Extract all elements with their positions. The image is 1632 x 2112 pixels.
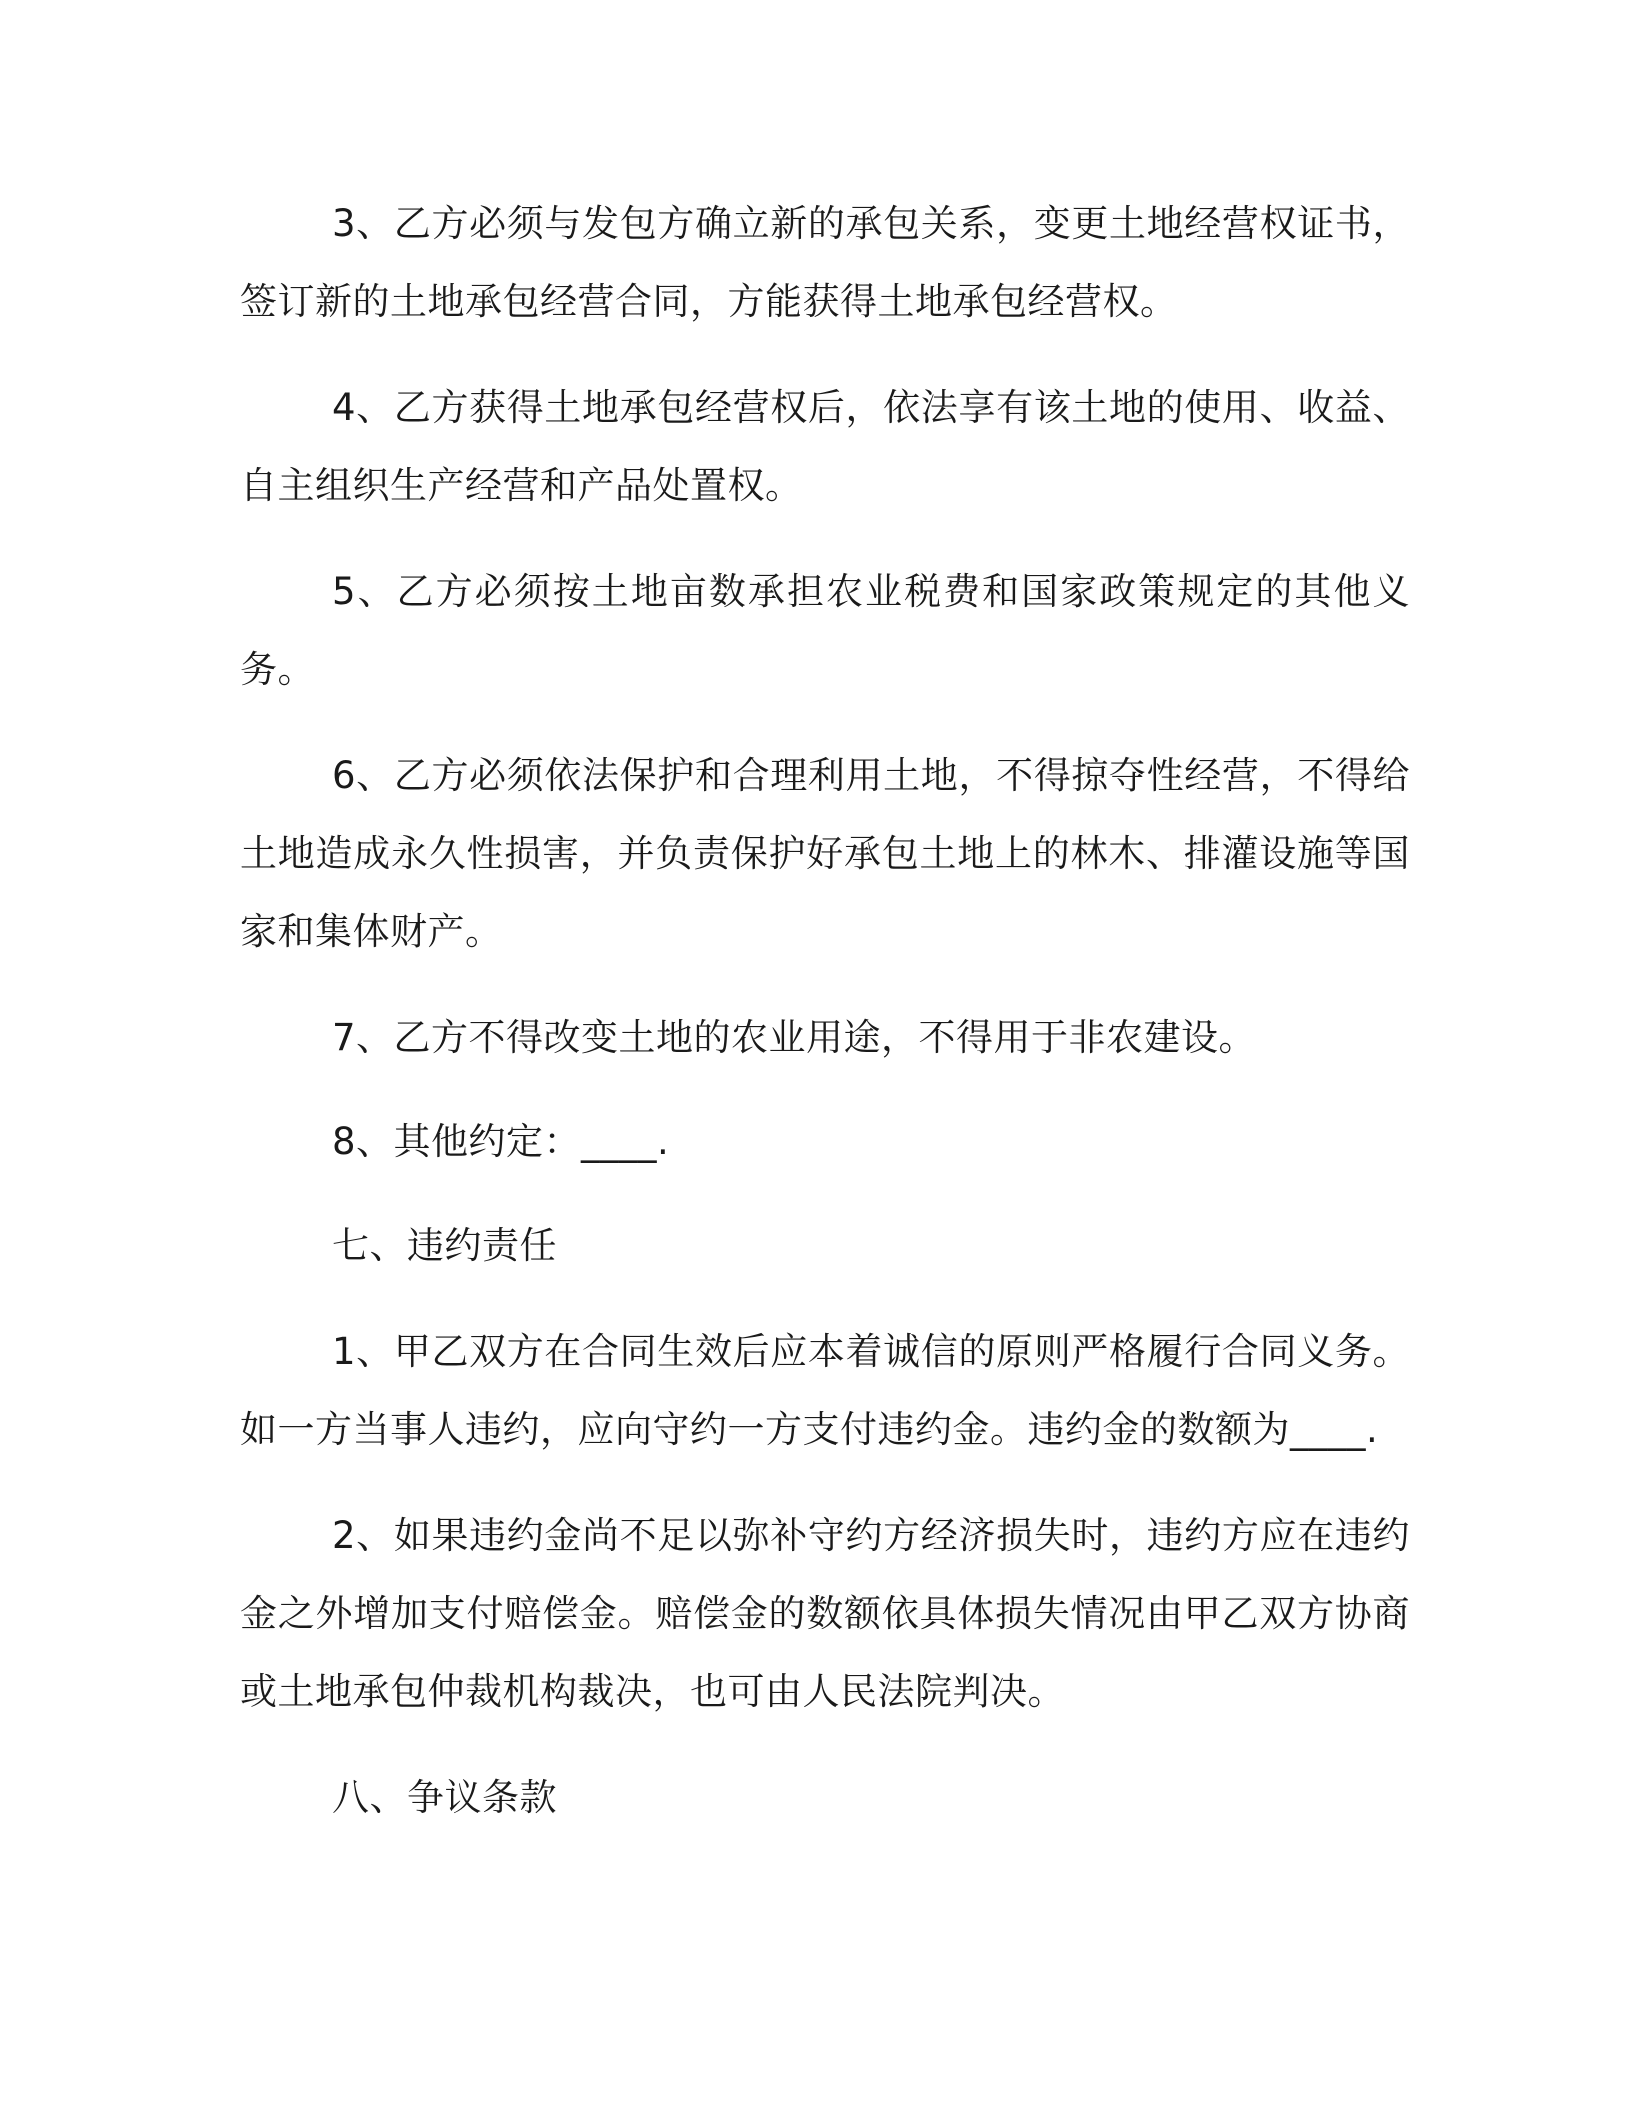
clause-paragraph: 6、乙方必须依法保护和合理利用土地，不得掠夺性经营，不得给土地造成永久性损害，并负责保护好承包土地上的林木、排灌设施等国家和集体财产。 [240,754,1410,953]
clause-paragraph: 8、其他约定：____. [332,1120,670,1163]
clause-paragraph: 4、乙方获得土地承包经营权后，依法享有该土地的使用、收益、自主组织生产经营和产品处置权。 [240,386,1410,507]
clause-paragraph: 5、乙方必须按土地亩数承担农业税费和国家政策规定的其他义务。 [240,570,1410,691]
document-body [240,185,1410,1865]
section-heading: 八、争议条款 [332,1776,557,1819]
section-heading: 七、违约责任 [332,1224,557,1267]
clause-paragraph: 3、乙方必须与发包方确立新的承包关系，变更土地经营权证书，签订新的土地承包经营合同，方能获得土地承包经营权。 [240,202,1410,323]
clause-paragraph: 2、如果违约金尚不足以弥补守约方经济损失时，违约方应在违约金之外增加支付赔偿金。赔偿金的数额依具体损失情况由甲乙双方协商或土地承包仲裁机构裁决，也可由人民法院判决。 [240,1514,1410,1713]
clause-paragraph: 1、甲乙双方在合同生效后应本着诚信的原则严格履行合同义务。如一方当事人违约，应向守约一方支付违约金。违约金的数额为____. [240,1330,1410,1451]
clause-paragraph: 7、乙方不得改变土地的农业用途，不得用于非农建设。 [332,1016,1257,1059]
